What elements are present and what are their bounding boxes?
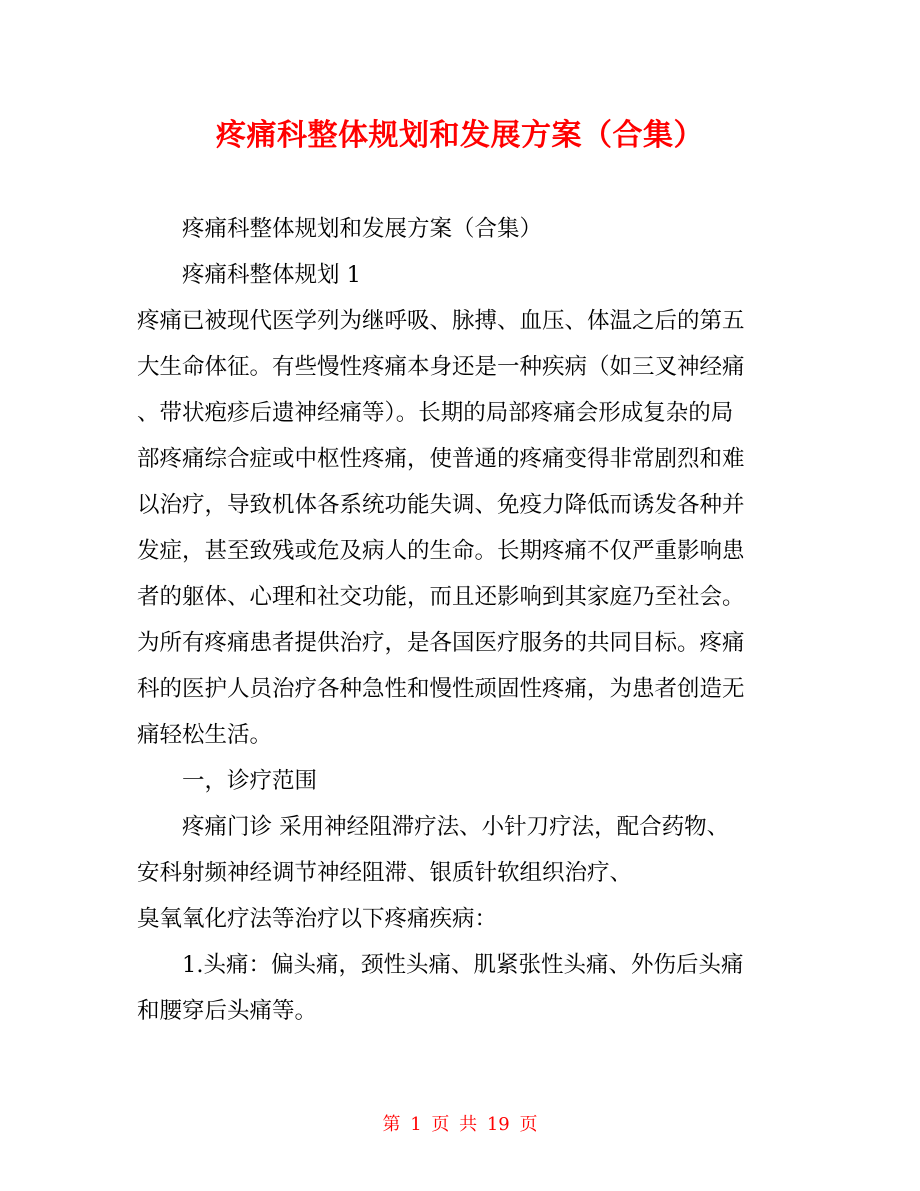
text-line: 疼痛门诊 采用神经阻滞疗法、小针刀疗法，配合药物、 <box>182 814 730 840</box>
text-line: 、带状疱疹后遗神经痛等）。长期的局部疼痛会形成复杂的局 <box>137 400 734 426</box>
text-line: 为所有疼痛患者提供治疗，是各国医疗服务的共同目标。疼痛 <box>137 630 745 656</box>
text-line: 痛轻松生活。 <box>137 722 273 748</box>
text-line: 1.头痛：偏头痛，颈性头痛、肌紧张性头痛、外伤后头痛 <box>182 952 744 978</box>
text-line: 安科射频神经调节神经阻滞、银质针软组织治疗、 <box>137 860 633 886</box>
text-line: 大生命体征。有些慢性疼痛本身还是一种疾病（如三叉神经痛 <box>137 354 745 380</box>
document-body <box>137 206 785 1034</box>
text-line: 以治疗，导致机体各系统功能失调、免疫力降低而诱发各种并 <box>137 492 745 518</box>
text-line: 部疼痛综合症或中枢性疼痛，使普通的疼痛变得非常剧烈和难 <box>137 446 745 472</box>
text-line: 和腰穿后头痛等。 <box>137 998 318 1024</box>
text-line: 发症，甚至致残或危及病人的生命。长期疼痛不仅严重影响患 <box>137 538 745 564</box>
section-heading: 一，诊疗范围 <box>182 768 318 794</box>
text-line: 者的躯体、心理和社交功能，而且还影响到其家庭乃至社会。 <box>137 584 745 610</box>
text-line: 疼痛科整体规划和发展方案（合集） <box>182 216 543 242</box>
text-line: 臭氧氧化疗法等治疗以下疼痛疾病： <box>137 906 498 932</box>
text-line: 科的医护人员治疗各种急性和慢性顽固性疼痛，为患者创造无 <box>137 676 745 702</box>
text-line: 疼痛已被现代医学列为继呼吸、脉搏、血压、体温之后的第五 <box>137 308 745 334</box>
page-footer: 第 1 页 共 19 页 <box>382 1114 538 1135</box>
page-title: 疼痛科整体规划和发展方案（合集） <box>216 118 704 153</box>
text-line: 疼痛科整体规划 1 <box>182 262 361 288</box>
